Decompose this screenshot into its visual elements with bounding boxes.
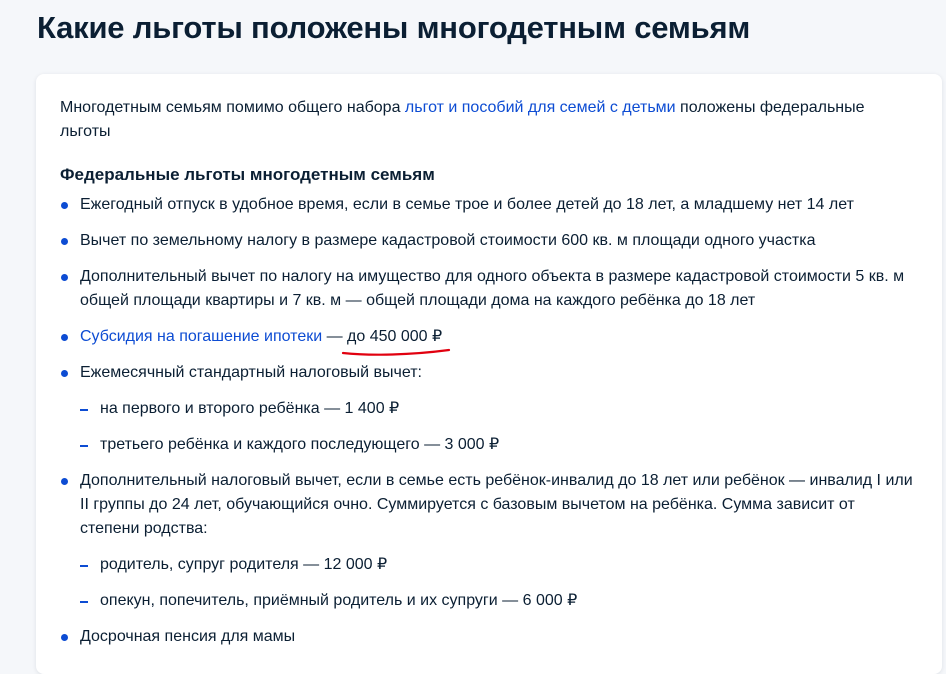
standard-deduction-text: Ежемесячный стандартный налоговый вычет: [80,364,422,381]
disabled-child-sublist [80,553,916,613]
sublist-item-parent: родитель, супруг родителя — 12 000 ₽ [80,553,916,577]
benefits-list [60,193,918,649]
list-item-land-tax: Вычет по земельному налогу в размере кадастровой стоимости 600 кв. м площади одного участка [60,229,916,253]
list-item-mortgage-subsidy [60,325,916,349]
mortgage-amount [347,325,442,349]
mortgage-amount-text: до 450 000 ₽ [347,328,443,345]
list-item-vacation: Ежегодный отпуск в удобное время, если в семье трое и более детей до 18 лет, а младшему нет 14 лет [60,193,916,217]
mortgage-subsidy-link[interactable]: Субсидия на погашение ипотеки [80,328,323,345]
intro-paragraph [60,96,880,144]
sublist-item-third-child: третьего ребёнка и каждого последующего — 3 000 ₽ [80,433,916,457]
content-card [36,74,942,674]
red-underline-annotation [341,344,451,358]
list-item-standard-deduction [60,361,916,457]
section-title: Федеральные льготы многодетным семьям [60,165,435,184]
sublist-item-first-second-child: на первого и второго ребёнка — 1 400 ₽ [80,397,916,421]
standard-deduction-sublist [80,397,916,457]
list-item-property-tax: Дополнительный вычет по налогу на имущество для одного объекта в размере кадастровой стоимости 5 кв. м общей площади квартиры и 7 кв. м — общей площади дома на каждого ребёнка до 18 лет [60,265,916,313]
sublist-item-guardian: опекун, попечитель, приёмный родитель и их супруги — 6 000 ₽ [80,589,916,613]
page-title: Какие льготы положены многодетным семьям [37,10,751,45]
disabled-child-deduction-text: Дополнительный налоговый вычет, если в семье есть ребёнок-инвалид до 18 лет или ребёнок — инвалид I или II группы до 24 лет, обучающийся очно. Суммируется с базовым вычетом на ребёнка. Сумма зависит от степени родства: [80,472,913,537]
intro-text-after: положены федеральные льготы [60,99,865,140]
mortgage-dash: — [322,328,348,345]
benefits-for-families-link[interactable]: льгот и пособий для семей с детьми [404,99,676,116]
list-item-early-pension: Досрочная пенсия для мамы [60,625,916,649]
list-item-disabled-child-deduction [60,469,916,613]
intro-text-before: Многодетным семьям помимо общего набора [60,99,405,116]
